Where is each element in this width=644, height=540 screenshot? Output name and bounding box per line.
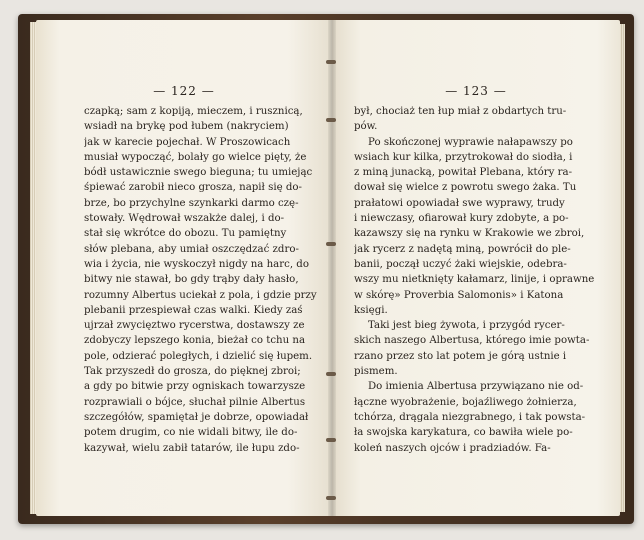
text-line: jak w karecie pojechał. W Proszowicach <box>84 136 291 148</box>
text-line: pismem. <box>354 366 398 378</box>
left-page-text <box>84 104 332 456</box>
text-line: stowały. Wędrował wszakże dalej, i do- <box>84 213 285 225</box>
page-edges-right <box>620 24 625 512</box>
text-line: słów plebana, aby umiał oszczędzać zdro- <box>84 243 299 255</box>
text-line: wia i życia, nie wyskoczył nigdy na harc, do <box>84 258 309 270</box>
text-line: z miną junacką, powitał Plebana, który ra- <box>354 167 573 179</box>
text-line: koleń naszych ojców i pradziadów. Fa- <box>354 442 551 454</box>
text-line: plebanii przespiewał czas walki. Kiedy zaś <box>84 304 303 316</box>
text-line: rozumny Albertus uciekał z pola, i gdzie przy <box>84 289 317 301</box>
binding-stitch <box>326 438 336 442</box>
text-line: musiał wypocząć, bolały go wielce pięty, że <box>84 151 307 163</box>
text-line: był, chociaż ten łup miał z obdartych tru- <box>354 106 567 117</box>
text-line: potem drugim, co nie widali bitwy, ile do- <box>84 427 298 439</box>
text-line: brze, bo przychylne szynkarki darmo czę- <box>84 197 299 209</box>
text-line: dował się wielce z powrotu swego żaka. Tu <box>354 182 577 194</box>
binding-stitch <box>326 372 336 376</box>
right-page <box>332 20 620 516</box>
binding-stitch <box>326 496 336 500</box>
binding-stitch <box>326 60 336 64</box>
text-line: jak rycerz z nadętą miną, powrócił do ple- <box>354 243 571 255</box>
text-line: a gdy po bitwie przy ogniskach towarzysze <box>84 381 306 393</box>
text-line: tchórza, drągala niezgrabnego, i tak powsta- <box>354 411 586 423</box>
right-page-number: — 123 — <box>445 84 507 98</box>
text-line: i niewczasy, ofiarował kury zdobyte, a po- <box>354 213 569 225</box>
text-line: bódł ustawicznie swego bieguna; tu umiejąc <box>84 167 313 179</box>
text-line: kazawszy się na rynku w Krakowie we zbroi, <box>354 228 585 240</box>
text-line: ujrzał zwycięztwo rycerstwa, dostawszy ze <box>84 320 305 332</box>
text-line: szczegółów, spamiętał je dobrze, opowiadał <box>84 411 309 423</box>
text-line: rozprawiali o bójce, słuchał pilnie Albertus <box>84 396 306 408</box>
text-line: rzano przez sto lat potem je górą ustnie i <box>354 350 567 362</box>
text-line: w skórę» Proverbia Salomonis» i Katona <box>354 289 564 301</box>
text-line: czapką; sam z kopiją, mieczem, i rusznicą, <box>84 106 303 117</box>
binding-stitch <box>326 118 336 122</box>
text-line: kazywał, wielu zabił tatarów, ile łupu zdo- <box>84 442 300 454</box>
text-line: pole, odzierać poległych, i dzielić się łupem. <box>84 350 313 362</box>
text-line: prałatowi opowiadał swe wyprawy, trudy <box>354 197 565 209</box>
right-page-text <box>354 104 606 456</box>
text-line: stał się wkrótce do obozu. Tu pamiętny <box>84 228 287 240</box>
left-page <box>36 20 332 516</box>
text-line: wsiach kur kilka, przytrokował do siodła, i <box>354 151 573 163</box>
text-line: banii, począł uczyć żaki wiejskie, odebra- <box>354 258 567 270</box>
text-line: Do imienia Albertusa przywiązano nie od- <box>368 381 584 393</box>
text-line: pów. <box>354 121 378 133</box>
text-line: skich naszego Albertusa, którego imie powta- <box>354 335 590 347</box>
text-line: ła swojska karykatura, co bawiła wiele po- <box>354 427 573 439</box>
text-line: księgi. <box>354 304 388 316</box>
text-line: śpiewać zarobił nieco grosza, napił się do- <box>84 182 302 194</box>
text-line: Tak przyszedł do grosza, do pięknej zbroi; <box>84 366 301 378</box>
text-line: Taki jest bieg żywota, i przygód rycer- <box>368 320 565 332</box>
binding-stitch <box>326 242 336 246</box>
text-line: zdobyczy lepszego konia, bieżał co tchu na <box>84 335 306 347</box>
text-line: Po skończonej wyprawie nałapawszy po <box>368 136 573 148</box>
text-line: łączne wyobrażenie, bojaźliwego żołnierza, <box>354 396 577 408</box>
text-line: wszy mu nietknięty kałamarz, linije, i oprawne <box>354 274 595 286</box>
text-line: wsiadł na brykę pod łubem (nakryciem) <box>84 121 289 133</box>
text-line: bitwy nie stawał, bo gdy trąby dały hasło, <box>84 274 299 286</box>
left-page-number: — 122 — <box>153 84 215 98</box>
